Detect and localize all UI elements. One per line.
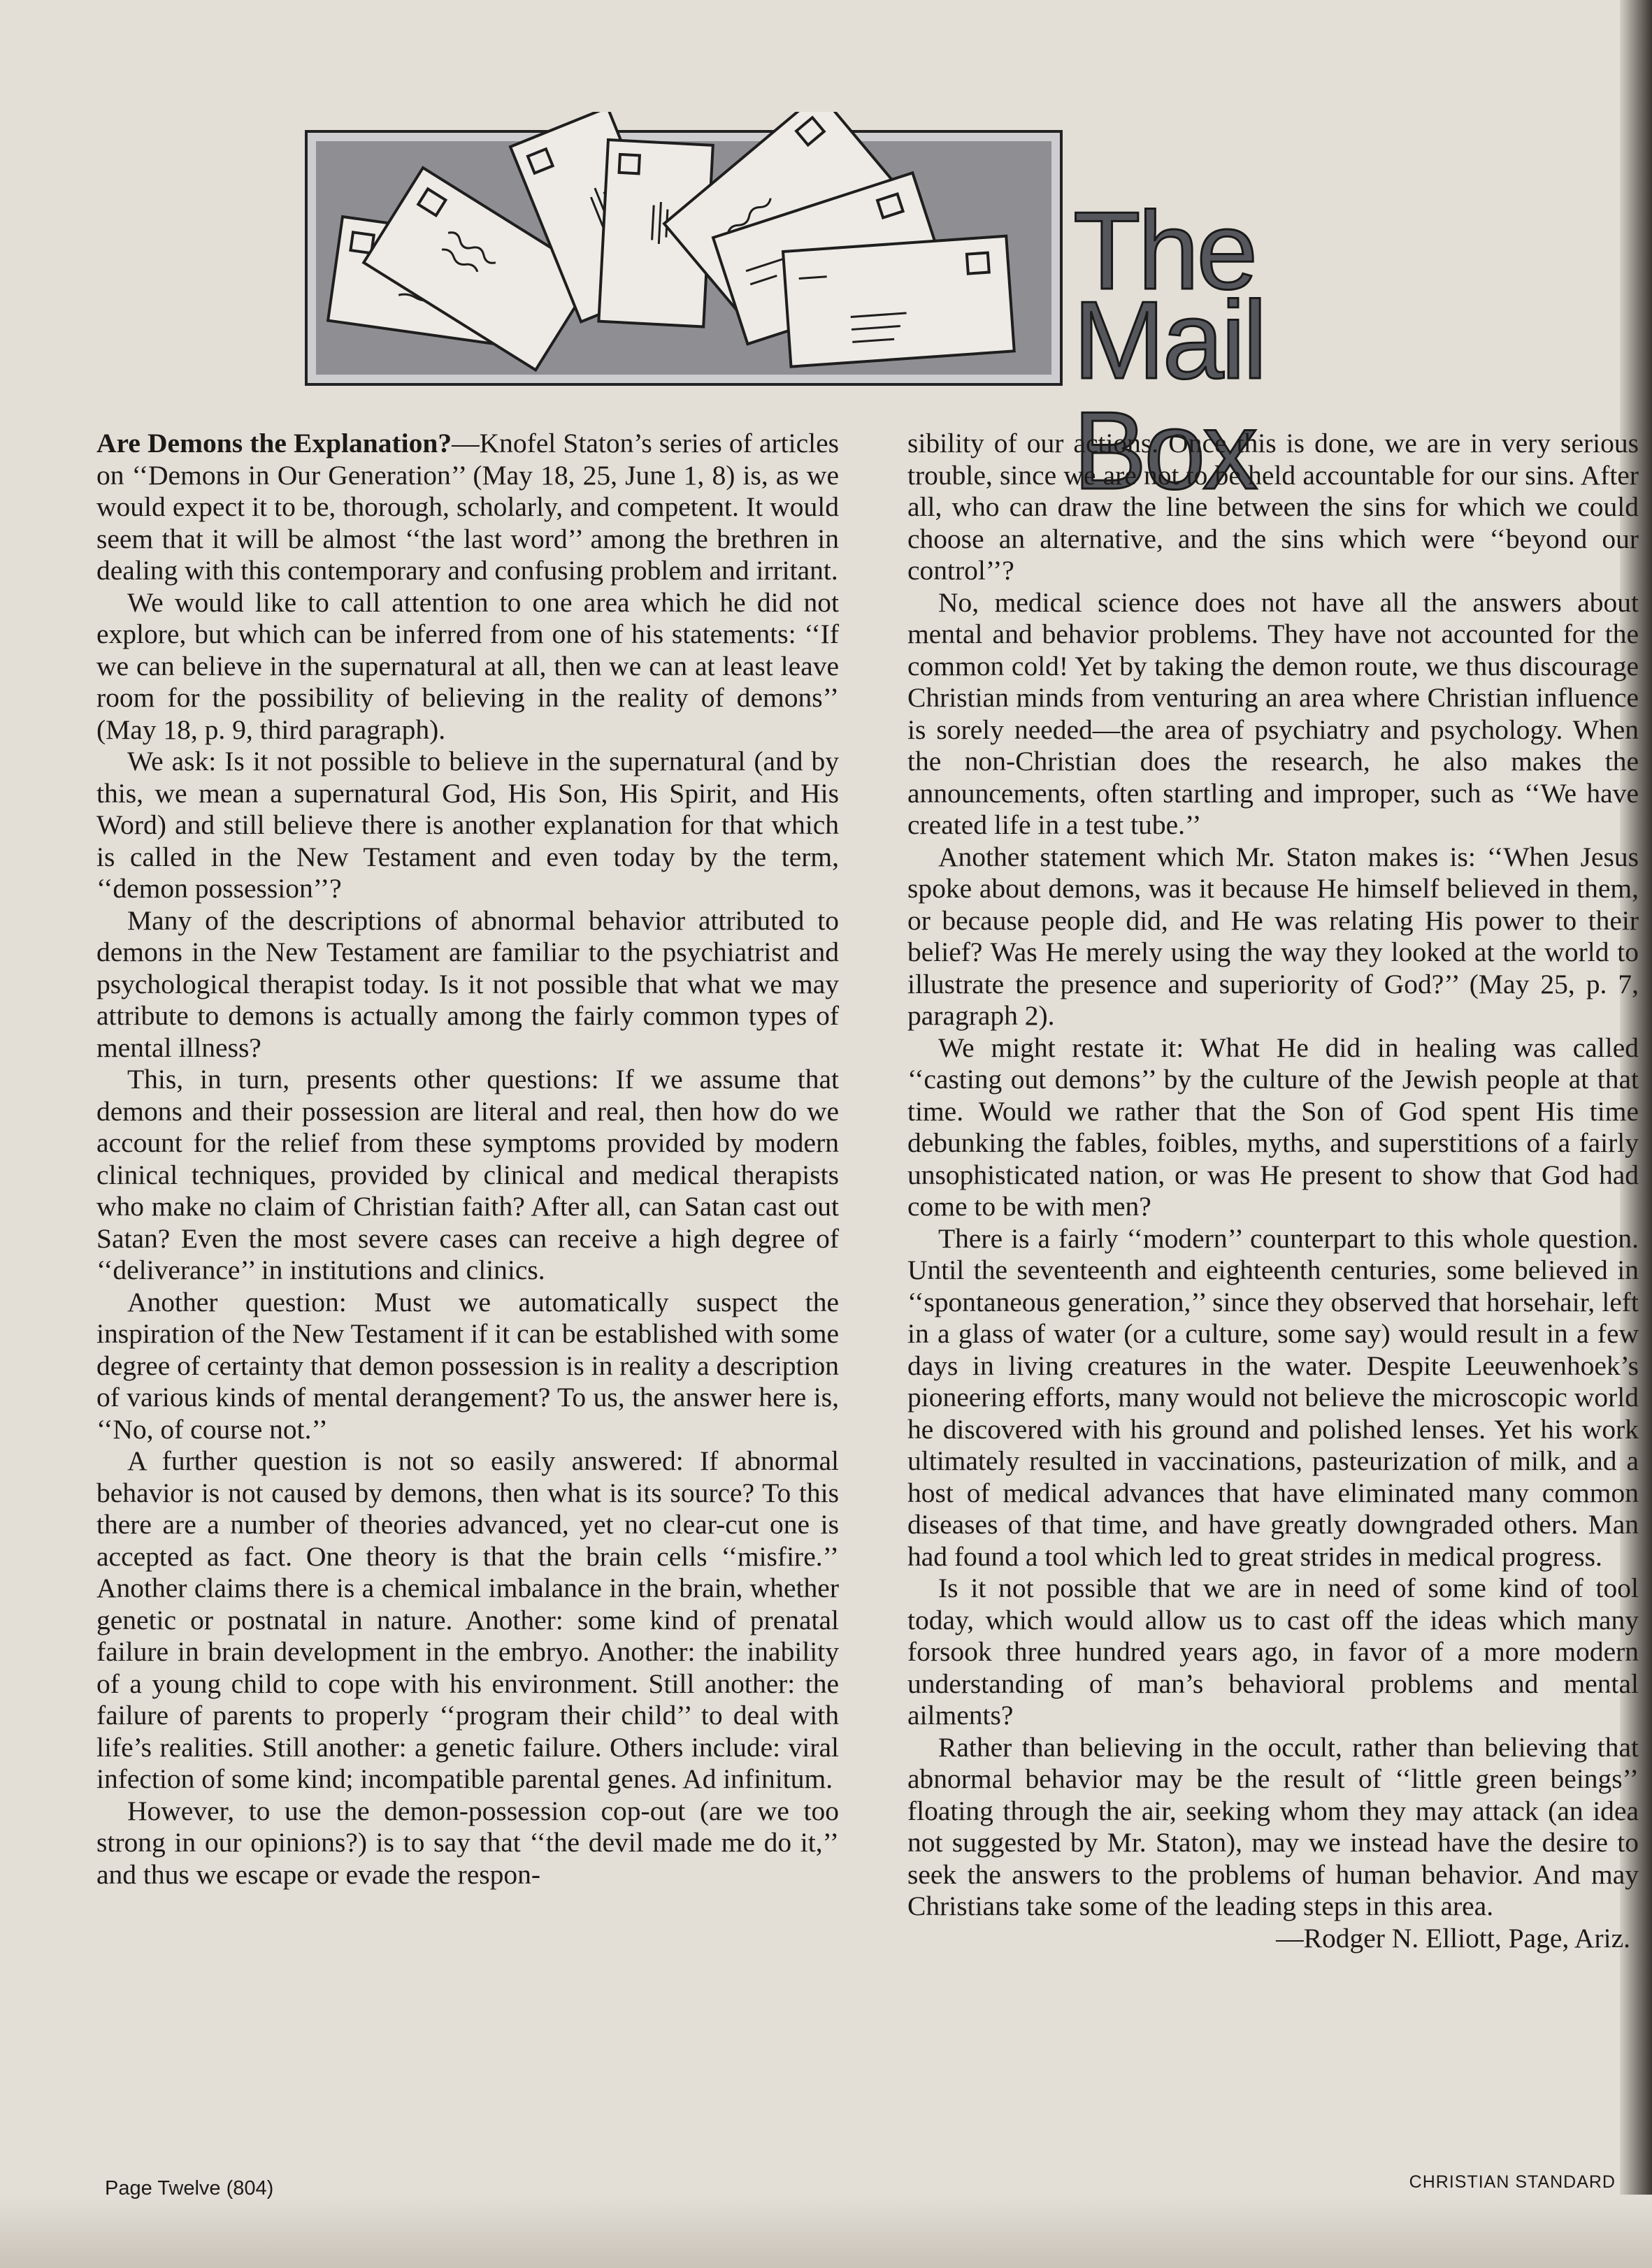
letter-paragraph (96, 428, 839, 587)
letter-lead-text: —Knofel Staton’s series of articles on ‘‘Demons in Our Generation’’ (May 18, 25, June 1, 8) is, as we would expect it to be, thorough, scholarly, and competent. It would seem that it will be almost ‘‘the last word’’ among the brethren in dealing with this contemporary and confusing problem and irritant. (96, 428, 839, 586)
letter-paragraph: However, to use the demon-possession cop-out (are we too strong in our opinions?) is to say that ‘‘the devil made me do it,’’ and thus we escape or evade the respon- (96, 1795, 839, 1890)
letter-column-left (96, 428, 839, 1891)
letter-paragraph: Is it not possible that we are in need of some kind of tool today, which would allow us to cast off the ideas which many forsook three hundred years ago, in favor of a more modern understanding of man’s behavioral problems and mental ailments? (907, 1573, 1639, 1731)
letter-paragraph: We would like to call attention to one area which he did not explore, but which can be inferred from one of his statements: ‘‘If we can believe in the supernatural at all, then we can at least leave room for the possibility of believing in the reality of demons’’ (May 18, p. 9, third paragraph). (96, 586, 839, 745)
masthead (301, 112, 1447, 512)
letter-paragraph: Many of the descriptions of abnormal behavior attributed to demons in the New Testament are familiar to the psychiatrist and psychological therapist today. Is it not possible that what we may attribute to demons is actually among the fairly common types of mental illness? (96, 904, 839, 1063)
letter-paragraph: A further question is not so easily answered: If abnormal behavior is not caused by demons, then what is its source? To this there are a number of theories advanced, yet no clear-cut one is accepted as fact. One theory is that the brain cells ‘‘misfire.’’ Another claims there is a chemical imbalance in the brain, whether genetic or postnatal in nature. Another: some kind of prenatal failure in brain development in the embryo. Another: the inability of a young child to cope with his environment. Still another: the failure of parents to properly ‘‘program their child’’ to deal with life’s realities. Still another: a genetic failure. Others include: viral infection of some kind; incompatible parental genes. Ad infinitum. (96, 1445, 839, 1794)
page-folio: Page Twelve (804) (105, 2177, 274, 2200)
envelopes-illustration (301, 112, 1077, 391)
publication-name: CHRISTIAN STANDARD (1409, 2172, 1616, 2192)
page-bottom-shade (0, 2195, 1652, 2268)
letter-paragraph: We might restate it: What He did in healing was called ‘‘casting out demons’’ by the culture of the Jewish people at that time. Would we rather that the Son of God spent His time debunking the fables, foibles, myths, and superstitions of a fairly unsophisticated nation, or was He present to show that God had come to be with men? (907, 1032, 1639, 1222)
letter-paragraph: Rather than believing in the occult, rather than believing that abnormal behavior may be the result of ‘‘little green beings’’ floating through the air, seeking whom they may attack (an idea not suggested by Mr. Staton), may we instead have the desire to seek the answers to the problems of human behavior. And may Christians take some of the leading steps in this area. (907, 1731, 1639, 1921)
letter-paragraph: This, in turn, presents other questions: If we assume that demons and their possession are literal and real, then how do we account for the relief from these symptoms provided by modern clinical techniques, provided by clinical and medical therapists who make no claim of Christian faith? After all, can Satan cast out Satan? Even the most severe cases can receive a high degree of ‘‘deliverance’’ in institutions and clinics. (96, 1064, 839, 1285)
masthead-title-line-1: The (1073, 189, 1256, 312)
letter-column-right (907, 428, 1639, 1954)
letter-heading: Are Demons the Explanation? (96, 428, 452, 458)
letter-paragraph: Another statement which Mr. Staton makes is: ‘‘When Jesus spoke about demons, was it because He himself believed in them, or because people did, and He was relating His power to their belief? Was He merely using the way they looked at the world to illustrate the presence and superiority of God?’’ (May 25, p. 7, paragraph 2). (907, 841, 1639, 1031)
letter-paragraph: We ask: Is it not possible to believe in the supernatural (and by this, we mean a supernatural God, His Son, His Spirit, and His Word) and still believe there is another explanation for that which is called in the New Testament and even today by the term, ‘‘demon possession’’? (96, 746, 839, 904)
letter-paragraph: Another question: Must we automatically suspect the inspiration of the New Testament if it can be established with some degree of certainty that demon possession is in reality a description of various kinds of mental derangement? To us, the answer here is, ‘‘No, of course not.’’ (96, 1286, 839, 1445)
letter-paragraph: No, medical science does not have all the answers about mental and behavior problems. They have not accounted for the common cold! Yet by taking the demon route, we thus discourage Christian minds from venturing an area where Christian influence is sorely needed—the area of psychiatry and psychology. When the non-Christian does the research, he also makes the announcements, often startling and improper, such as ‘‘We have created life in a test tube.’’ (907, 586, 1639, 840)
letter-paragraph: sibility of our actions. Once this is done, we are in very serious trouble, since we are not to be held accountable for our sins. After all, who can draw the line between the sins for which we could choose an alternative, and the sins which were ‘‘beyond our control’’? (907, 428, 1639, 586)
letter-paragraph: There is a fairly ‘‘modern’’ counterpart to this whole question. Until the seventeenth and eighteenth centuries, some believed in ‘‘spontaneous generation,’’ since they observed that horsehair, left in a glass of water (or a culture, some say) would result in a few days in living creatures in the water. Despite Leeuwenhoek’s pioneering efforts, many would not believe the microscopic world he discovered with his ground and polished lenses. Yet his work ultimately resulted in vaccinations, pasteurization of milk, and a host of medical advances that have eliminated many common diseases of that time, and have greatly downgraded others. Man had found a tool which led to great strides in medical progress. (907, 1222, 1639, 1572)
masthead-title-line-2: Mail Box (1073, 279, 1265, 512)
letter-signature: —Rodger N. Elliott, Page, Ariz. (1276, 1922, 1630, 1953)
